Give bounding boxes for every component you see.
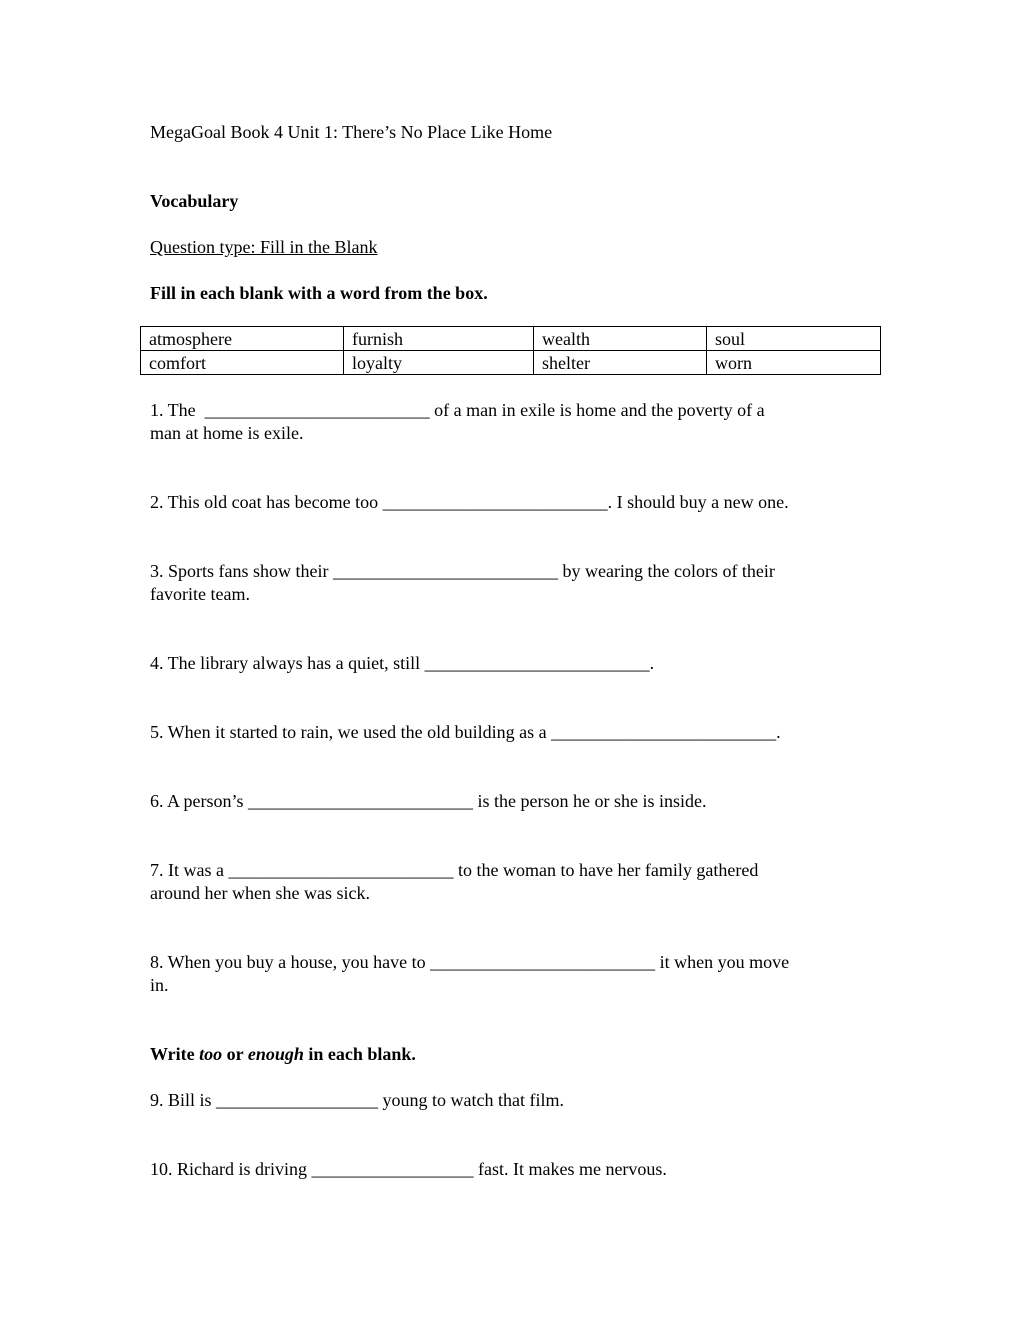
question-4 <box>150 652 870 675</box>
section-heading: Vocabulary <box>150 191 239 211</box>
word-cell: soul <box>707 327 881 351</box>
question-8 <box>150 951 870 997</box>
question-9: 9. Bill is __________________ young to watch that film. <box>150 1090 564 1110</box>
word-box-table <box>140 326 881 375</box>
word-cell: comfort <box>141 351 344 375</box>
question-6 <box>150 790 870 813</box>
word-cell: atmosphere <box>141 327 344 351</box>
question-line: in. <box>150 975 169 995</box>
fill-instruction: Fill in each blank with a word from the box. <box>150 283 488 303</box>
question-line: 2. This old coat has become too _________________________. I should buy a new one. <box>150 492 789 512</box>
question-3 <box>150 560 870 606</box>
question-line: 4. The library always has a quiet, still _________________________. <box>150 653 655 673</box>
question-line: man at home is exile. <box>150 423 304 443</box>
word-cell: worn <box>707 351 881 375</box>
question-1 <box>150 399 870 445</box>
question-7 <box>150 859 870 905</box>
question-line: around her when she was sick. <box>150 883 370 903</box>
question-line: favorite team. <box>150 584 250 604</box>
too-enough-instruction <box>150 1043 416 1066</box>
question-5 <box>150 721 870 744</box>
question-line: 5. When it started to rain, we used the old building as a _________________________. <box>150 722 781 742</box>
question-line: 1. The _________________________ of a man in exile is home and the poverty of a <box>150 400 765 420</box>
instruction-word-enough: enough <box>247 1044 304 1064</box>
word-cell: shelter <box>534 351 707 375</box>
instruction-text: in each blank. <box>303 1044 416 1064</box>
question-line: 3. Sports fans show their _________________________ by wearing the colors of their <box>150 561 775 581</box>
instruction-text: Write <box>150 1044 200 1064</box>
question-line: 6. A person’s _________________________ is the person he or she is inside. <box>150 791 707 811</box>
question-2 <box>150 491 870 514</box>
instruction-word-too: too <box>199 1044 223 1064</box>
instruction-text: or <box>222 1044 248 1064</box>
question-10: 10. Richard is driving __________________ fast. It makes me nervous. <box>150 1159 667 1179</box>
word-box-row <box>141 351 881 375</box>
question-type-label: Question type: Fill in the Blank <box>150 237 378 257</box>
word-cell: loyalty <box>344 351 534 375</box>
word-cell: wealth <box>534 327 707 351</box>
word-cell: furnish <box>344 327 534 351</box>
word-box-row <box>141 327 881 351</box>
question-line: 8. When you buy a house, you have to _________________________ it when you move <box>150 952 790 972</box>
page-title: MegaGoal Book 4 Unit 1: There’s No Place Like Home <box>150 122 553 142</box>
question-line: 7. It was a _________________________ to the woman to have her family gathered <box>150 860 759 880</box>
